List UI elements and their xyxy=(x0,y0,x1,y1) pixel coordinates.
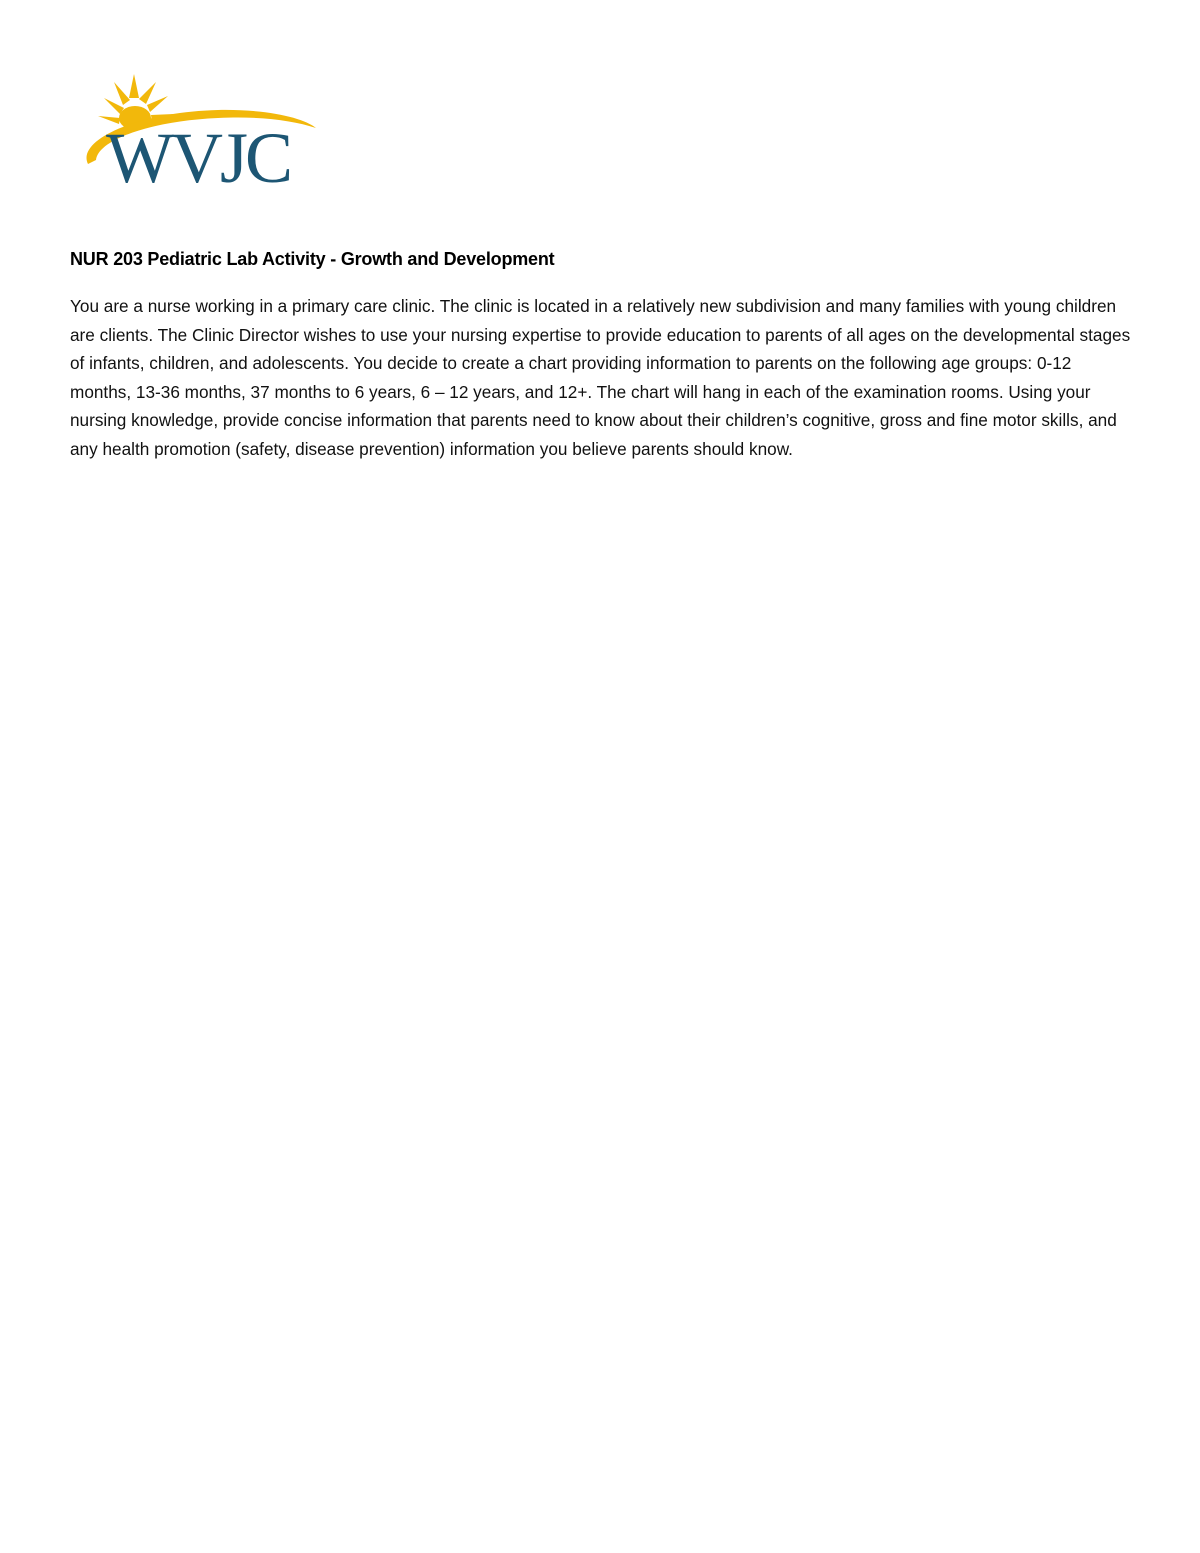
document-title: NUR 203 Pediatric Lab Activity - Growth and Development xyxy=(70,249,555,269)
wvjc-logo xyxy=(68,68,320,192)
document-body: You are a nurse working in a primary care clinic. The clinic is located in a relatively new subdivision and many families with young children are clients. The Clinic Director wishes to use your nursing expertise to provide education to parents of all ages on the developmental stages of infants, children, and adolescents. You decide to create a chart providing information to parents on the following age groups: 0-12 months, 13-36 months, 37 months to 6 years, 6 – 12 years, and 12+. The chart will hang in each of the examination rooms. Using your nursing knowledge, provide concise information that parents need to know about their children’s cognitive, gross and fine motor skills, and any health promotion (safety, disease prevention) information you believe parents should know. xyxy=(70,296,1131,459)
logo-wordmark: WVJC xyxy=(106,118,290,192)
logo-graphic xyxy=(68,68,320,192)
